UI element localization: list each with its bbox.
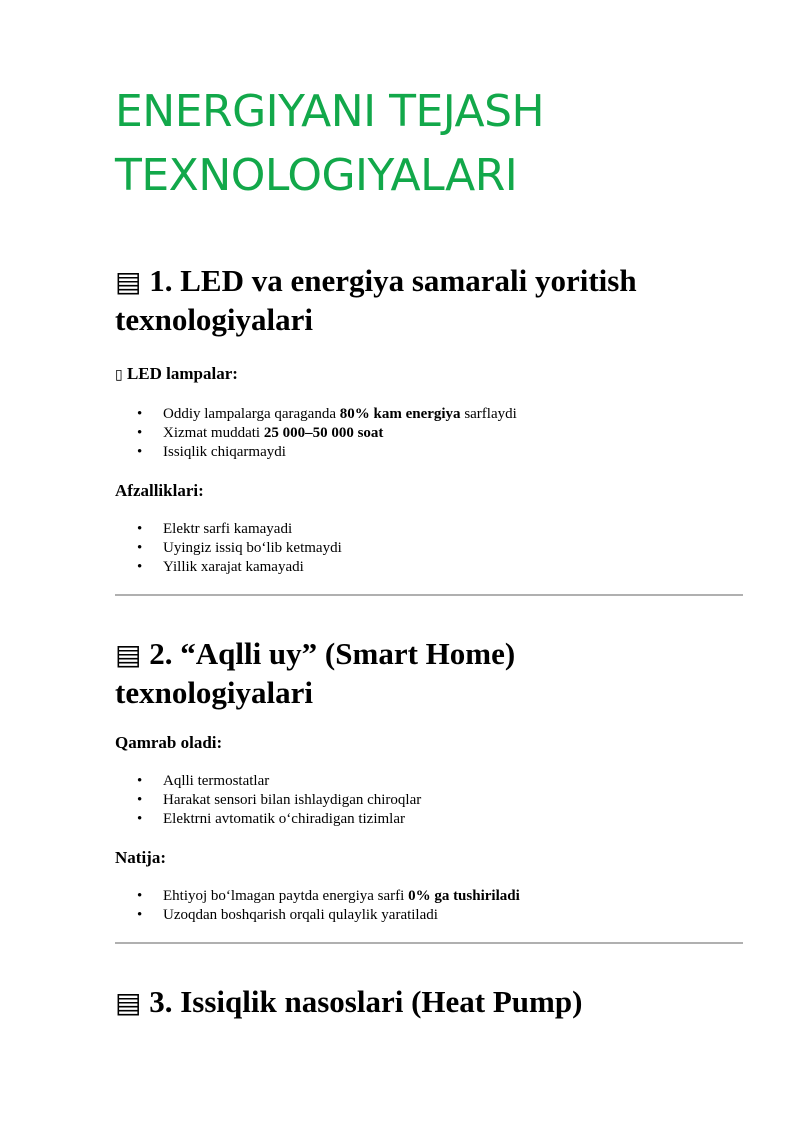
section-2 [115,635,743,925]
list-item: • Yillik xarajat kamayadi [163,558,743,577]
list-item: • Aqlli termostatlar [163,772,743,791]
section-1-list [115,405,743,462]
section-2-heading-text-1: 2. “Aqlli uy” (Smart Home) [149,636,516,671]
section-3-heading-text-1: 3. Issiqlik nasoslari (Heat Pump) [149,984,583,1019]
missing-glyph-icon: ▯ [115,368,123,383]
section-2-heading [115,635,743,712]
list-item: • Xizmat muddati 25 000–50 000 soat [163,424,743,443]
section-divider [115,594,743,596]
section-3 [115,983,743,1022]
section-2-subheading: Qamrab oladi: [115,733,223,752]
section-divider [115,942,743,944]
list-item: • Ehtiyoj bo‘lmagan paytda energiya sarfi 0% ga tushiriladi [163,887,743,906]
list-item: • Elektr sarfi kamayadi [163,520,743,539]
list-item: • Oddiy lampalarga qaraganda 80% kam energiya sarflaydi [163,405,743,424]
section-1 [115,262,743,577]
section-1-list-2 [115,520,743,577]
section-2-heading-text-2: texnologiyalari [115,675,314,710]
section-2-list-2 [115,887,743,925]
document-title: ENERGIYANI TEJASH TEXNOLOGIYALARI [115,86,545,201]
list-item: • Uzoqdan boshqarish orqali qulaylik yaratiladi [163,906,743,925]
list-item: • Elektrni avtomatik o‘chiradigan tizimlar [163,810,743,829]
list-item: • Harakat sensori bilan ishlaydigan chiroqlar [163,791,743,810]
list-item: • Issiqlik chiqarmaydi [163,443,743,462]
list-item: • Uyingiz issiq bo‘lib ketmaydi [163,539,743,558]
section-1-heading-text-2: texnologiyalari [115,302,314,337]
section-3-heading [115,983,743,1022]
section-1-subheading-2: Afzalliklari: [115,481,204,500]
list-icon: ▤ [115,638,142,671]
list-icon: ▤ [115,986,142,1019]
section-2-list [115,772,743,829]
section-1-subheading: ▯ LED lampalar: [115,364,238,383]
list-icon: ▤ [115,265,142,298]
section-1-heading [115,262,743,339]
document-page [115,80,743,1022]
section-1-heading-text-1: 1. LED va energiya samarali yoritish [149,263,637,298]
section-2-subheading-2: Natija: [115,848,166,867]
